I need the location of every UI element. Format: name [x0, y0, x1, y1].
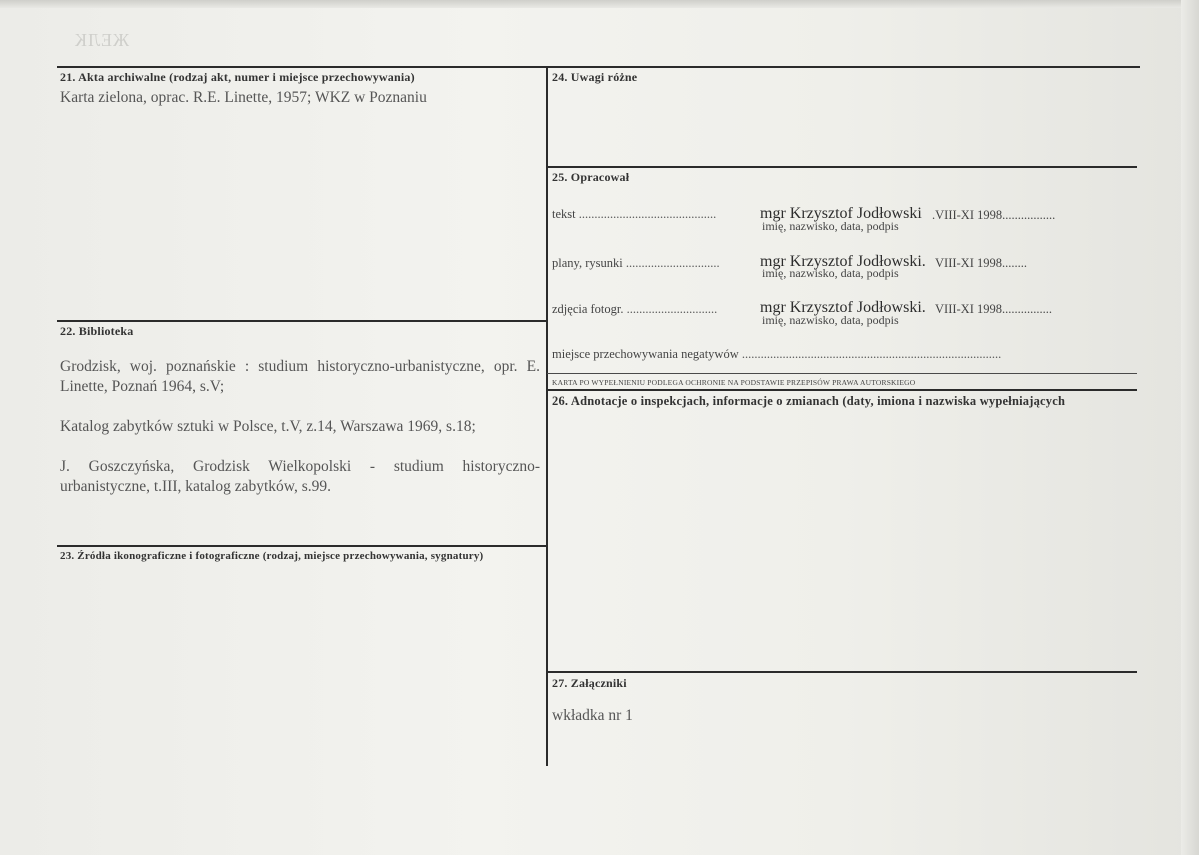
section-27-heading: 27. Załączniki — [552, 676, 627, 690]
negatives-leader: ................................................................................... — [741, 347, 1002, 361]
row-leader: ............................................ — [578, 207, 717, 221]
negatives-line — [552, 347, 1001, 362]
section-21-text: Karta zielona, oprac. R.E. Linette, 1957; WKZ w Poznaniu — [60, 89, 427, 106]
author-sub-caption: imię, nazwisko, data, podpis — [762, 219, 899, 233]
author-name-photos: mgr Krzysztof Jodłowski. — [760, 299, 926, 316]
section-25-heading: 25. Opracował — [552, 170, 630, 184]
author-date-plans: VIII-XI 1998........ — [935, 256, 1027, 270]
top-rule — [57, 66, 1140, 68]
row-leader: .............................. — [625, 256, 720, 270]
author-sub-caption: imię, nazwisko, data, podpis — [762, 313, 899, 327]
negatives-label: miejsce przechowywania negatywów — [552, 347, 739, 361]
row-label: tekst — [552, 207, 576, 221]
author-row-label-text — [552, 207, 716, 222]
author-name-text: mgr Krzysztof Jodłowski — [760, 205, 922, 222]
section-26-rule — [547, 389, 1137, 391]
author-sub-caption: imię, nazwisko, data, podpis — [762, 266, 899, 280]
author-date-photos: VIII-XI 1998................ — [935, 302, 1052, 316]
copyright-rule — [547, 373, 1137, 374]
section-22-entry-1: Grodzisk, woj. poznańskie : studium historyczno-urbanistyczne, opr. E. Linette, Poznań 1964, s.V; — [60, 358, 540, 395]
section-21-heading: 21. Akta archiwalne (rodzaj akt, numer i miejsce przechowywania) — [60, 70, 415, 84]
column-divider — [546, 66, 548, 766]
author-row-label-photos — [552, 302, 717, 317]
row-leader: ............................. — [626, 302, 718, 316]
section-22-rule — [57, 320, 547, 322]
author-name-plans: mgr Krzysztof Jodłowski. — [760, 253, 926, 270]
author-row-label-plans — [552, 256, 720, 271]
faded-stamp: ЖЕЛК — [74, 30, 130, 50]
section-27-rule — [547, 671, 1137, 673]
section-23-heading: 23. Źródła ikonograficzne i fotograficzne (rodzaj, miejsce przechowywania, sygnatury) — [60, 550, 484, 562]
row-label: plany, rysunki — [552, 256, 623, 270]
author-date-text: .VIII-XI 1998................. — [932, 208, 1056, 222]
section-26-heading: 26. Adnotacje o inspekcjach, informacje o zmianach (daty, imiona i nazwiska wypełniających — [552, 394, 1066, 408]
row-label: zdjęcia fotogr. — [552, 302, 624, 316]
scan-edge-right — [1181, 0, 1199, 855]
section-24-heading: 24. Uwagi różne — [552, 70, 638, 84]
scan-edge-top — [0, 0, 1199, 8]
section-22-entry-3: J. Goszczyńska, Grodzisk Wielkopolski - studium historyczno-urbanistyczne, t.III, katalog zabytków, s.99. — [60, 458, 540, 495]
copyright-notice: KARTA PO WYPEŁNIENIU PODLEGA OCHRONIE NA PODSTAWIE PRZEPISÓW PRAWA AUTORSKIEGO — [552, 378, 916, 387]
section-22-entry-2: Katalog zabytków sztuki w Polsce, t.V, z.14, Warszawa 1969, s.18; — [60, 418, 476, 435]
section-22-heading: 22. Biblioteka — [60, 324, 134, 338]
section-27-text: wkładka nr 1 — [552, 707, 633, 724]
section-25-rule — [547, 166, 1137, 168]
section-23-rule — [57, 545, 547, 547]
